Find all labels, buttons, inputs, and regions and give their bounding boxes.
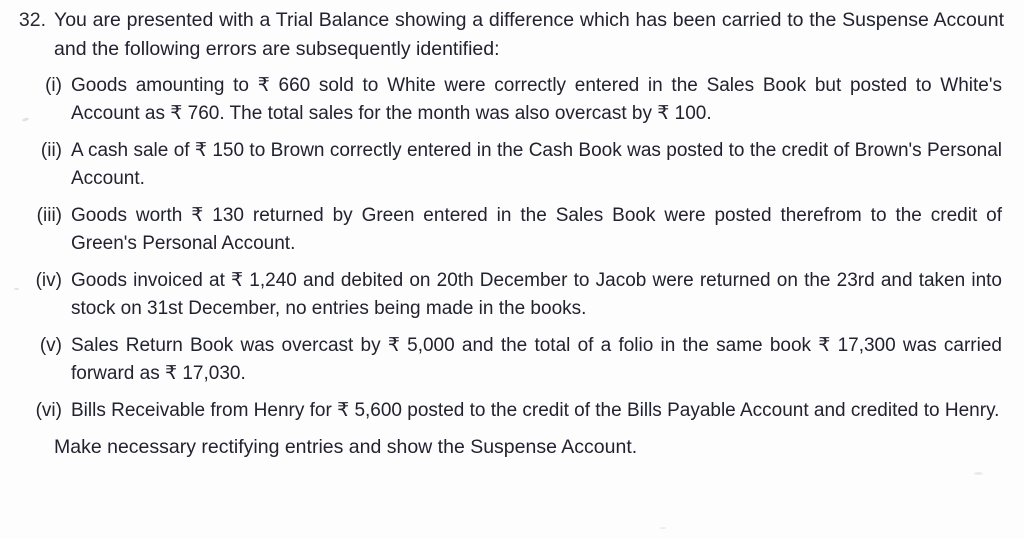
question-number: 32.: [18, 9, 46, 31]
list-item-text: A cash sale of ₹ 150 to Brown correctly entered in the Cash Book was posted to the credit of Brown's Personal Account.: [71, 140, 1002, 190]
list-item-text: Goods invoiced at ₹ 1,240 and debited on 20th December to Jacob were returned on the 23rd and taken into stock on 31st December, no entries being made in the books.: [71, 269, 1002, 319]
question-block: [10, 6, 1008, 63]
list-item-text: Goods worth ₹ 130 returned by Green entered in the Sales Book were posted therefrom to the credit of Green's Personal Account.: [71, 205, 1002, 254]
scan-speck: [974, 472, 983, 475]
scan-speck: [14, 288, 19, 290]
list-item-marker: (iii): [36, 205, 62, 226]
list-item-text: Bills Receivable from Henry for ₹ 5,600 posted to the credit of the Bills Payable Account and credited to Henry.: [71, 399, 1000, 421]
list-item-marker: (iv): [35, 269, 62, 291]
list-item: [10, 397, 1008, 425]
question-intro-text: You are presented with a Trial Balance showing a difference which has been carried to the Suspense Account and the following errors are subsequently identified:: [54, 9, 1004, 60]
scan-speck: [660, 527, 666, 529]
list-item-text: Goods amounting to ₹ 660 sold to White were correctly entered in the Sales Book but posted to White's Account as ₹ 760. The total sales for the month was also overcast by ₹ 100.: [71, 75, 1002, 125]
list-item-marker: (ii): [40, 140, 62, 162]
list-item: [10, 332, 1008, 388]
list-item-marker: (i): [45, 75, 62, 97]
list-item: [10, 267, 1008, 323]
sub-item-list: [10, 72, 1008, 424]
list-item-text: Sales Return Book was overcast by ₹ 5,000 and the total of a folio in the same book ₹ 17,300 was carried forward as ₹ 17,030.: [71, 334, 1002, 384]
list-item-marker: (v): [39, 334, 62, 356]
list-item: [10, 137, 1008, 193]
closing-instruction: Make necessary rectifying entries and show the Suspense Account.: [54, 436, 638, 459]
list-item-marker: (vi): [35, 399, 62, 421]
list-item: [10, 72, 1008, 128]
list-item: [10, 202, 1008, 258]
